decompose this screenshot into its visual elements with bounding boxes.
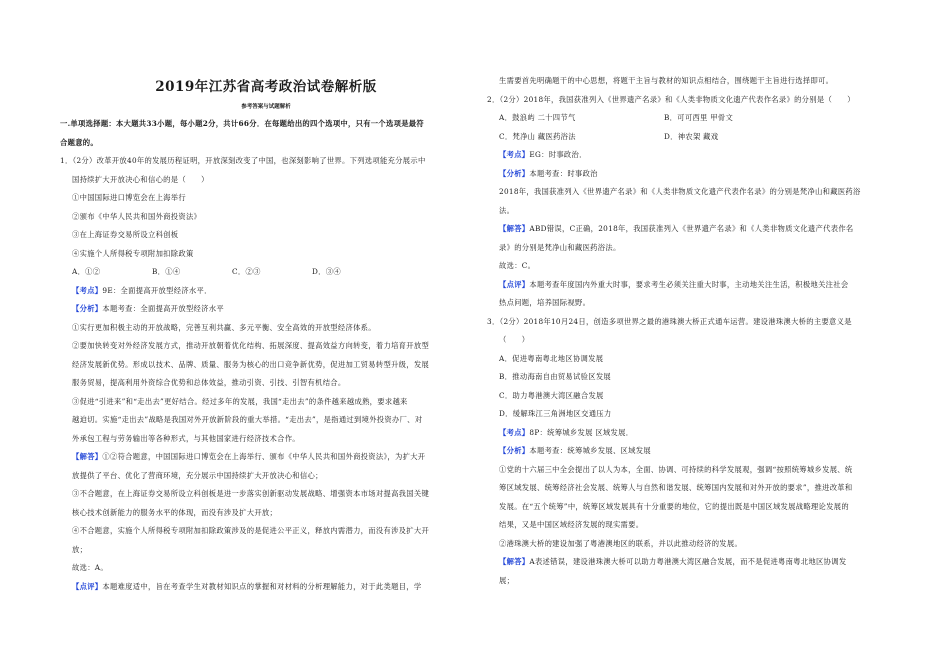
q1-item: ④实施个人所得税专项附加扣除政策 [72,248,194,258]
fenxi-text: 本题考查：时事政治 [529,168,598,178]
q3-option-c: C．助力粤港澳大湾区融合发展 [499,390,604,400]
fenxi-line: 2018年，我国获准列入《世界遗产名录》和《人类非物质文化遗产代表作名录》的分别是梵净山和藏医药浴 [499,187,861,196]
q1-dianping [60,578,472,597]
q2-option-c: C．梵净山 藏医药浴法 [499,131,576,141]
q2-stem: 2．（2分）2018年，我国获准列入《世界遗产名录》和《人类非物质文化遗产代表作名录》的分别是（ ） [487,94,855,104]
q2-jieda [487,220,902,239]
jieda-line: 故选：C。 [499,261,536,270]
jieda-line: ③不合题意，在上海证券交易所设立科创板是进一步落实创新驱动发展战略、增强资本市场对提高我国关键 [72,489,430,498]
q3-kaodian [487,424,902,443]
q3-stem-line: （ ） [499,335,530,344]
q2-option-d: D．神农架 藏戏 [664,131,719,141]
continued-line: 生需要首先明确题干的中心思想，将题干主旨与教材的知识点相结合，围绕题干主旨进行选择即可。 [499,76,834,85]
jieda-tag: 【解答】 [499,557,530,566]
kaodian-text: EG：时事政治． [529,150,587,159]
q2-dianping [487,276,902,295]
q1-item: ②颁布《中华人民共和国外商投资法》 [72,211,202,221]
section-heading-line: 一.单项选择题：本大题共33小题，每小题2分，共计66分．在每题给出的四个选项中，只有一个选项是最符 [60,119,424,128]
q1-option-c: C．②③ [232,267,261,276]
q1-fenxi [60,300,472,319]
page-title: 2019年江苏省高考政治试卷解析版 [155,79,377,95]
kaodian-tag: 【考点】 [499,150,530,159]
jieda-text: ①②符合题意，中国国际进口博览会在上海举行、颁布《中华人民共和国外商投资法》，为扩大开 [102,452,426,461]
dianping-text: 本题难度适中，旨在考查学生对教材知识点的掌握和对材料的分析理解能力，对于此类题目，学 [102,581,422,591]
right-column [487,72,902,590]
fenxi-line: 筹区域发展、统筹经济社会发展、统筹人与自然和谐发展、统筹国内发展和对外开放的要求”，推进改革和 [499,483,853,492]
q1-stem-line: 1．（2分）改革开放40年的发展历程证明，开放深刻改变了中国，也深刻影响了世界。下列选项能充分展示中 [60,156,426,165]
fenxi-text: 本题考查：全面提高开放型经济水平 [102,304,224,313]
analysis-line: 服务贸易，提高利用外资综合优势和总体效益，推动引资、引技、引智有机结合。 [72,378,346,387]
jieda-tag: 【解答】 [72,452,103,461]
kaodian-text: 9E：全面提高开放型经济水平． [102,285,212,295]
fenxi-tag: 【分析】 [499,168,530,178]
q1-item: ③在上海证券交易所设立科创板 [72,230,179,239]
q2-options-row [487,109,902,128]
jieda-line: 录》的分别是梵净山和藏医药浴法。 [499,242,621,252]
fenxi-text: 本题考查：统筹城乡发展、区域发展 [529,446,651,455]
jieda-text: ABD错误，C正确，2018年，我国获准列入《世界遗产名录》和《人类非物质文化遗产代表作名 [529,224,854,233]
fenxi-line: 发展。在“五个统筹”中，统筹区域发展具有十分重要的地位，它的提出既是中国区域发展战略理论发展的 [499,501,849,511]
analysis-line: ③促进“引进来”和“走出去”更好结合。经过多年的发展，我国“走出去”的条件越来越成熟，要求越来 [72,396,408,406]
analysis-line: ①实行更加积极主动的开放战略，完善互利共赢、多元平衡、安全高效的开放型经济体系。 [72,322,376,332]
jieda-line: 故选：A。 [72,563,108,572]
section-heading-line: 合题意的。 [60,137,98,147]
kaodian-tag: 【考点】 [499,427,530,437]
q3-option-b: B．推动海南自由贸易试验区发展 [499,372,612,381]
fenxi-line: ②港珠澳大桥的建设加强了粤港澳地区的联系，并以此推动经济的发展。 [499,538,743,548]
left-column [60,115,472,596]
jieda-line: 展； [499,575,515,585]
analysis-line: ②要加快转变对外经济发展方式，推动开放朝着优化结构、拓展深度、提高效益方向转变，着力培育开放型 [72,341,430,350]
q1-option-b: B．①④ [152,267,181,276]
q2-options-row [487,128,902,147]
q1-options [60,263,472,282]
kaodian-tag: 【考点】 [72,285,103,295]
jieda-text: A表述错误，建设港珠澳大桥可以助力粤港澳大湾区融合发展，而不是促进粤南粤北地区协调发 [529,557,847,566]
dianping-tag: 【点评】 [72,581,103,591]
q3-jieda [487,553,902,572]
q3-option-d: D．缓解珠江三角洲地区交通压力 [499,409,612,418]
fenxi-line: 结果，又是中国区域经济发展的现实需要。 [499,520,644,529]
jieda-line: 核心技术创新能力的服务水平的体现，而没有涉及扩大开放； [72,507,278,517]
jieda-line: 放； [72,544,88,554]
analysis-line: 经济发展新优势。形成以技术、品牌、质量、服务为核心的出口竞争新优势，促进加工贸易转型升级，发展 [72,359,430,369]
analysis-line: 外承包工程与劳务输出等各种形式，与其他国家进行经济技术合作。 [72,433,300,443]
q1-stem-line: 国持续扩大开放决心和信心的是（ ） [72,174,209,184]
fenxi-tag: 【分析】 [499,446,530,455]
q3-option-a: A．促进粤南粤北地区协调发展 [499,353,604,363]
q2-kaodian [487,146,902,165]
q2-option-b: B．可可西里 甲骨文 [664,113,734,122]
analysis-line: 越迫切。实施“走出去”战略是我国对外开放新阶段的重大举措。“走出去”，是指通过到境外投资办厂、对 [72,415,423,424]
jieda-line: ④不合题意，实施个人所得税专项附加扣除政策涉及的是促进公平正义，释放内需潜力，而没有涉及扩大开 [72,526,430,535]
fenxi-line: 法。 [499,205,515,215]
q3-fenxi [487,442,902,461]
q1-jieda [60,448,472,467]
q2-option-a: A．鼓浪屿 二十四节气 [499,113,576,122]
q1-item: ①中国国际进口博览会在上海举行 [72,193,186,202]
q3-stem-line: 3．（2分）2018年10月24日，创造多项世界之最的港珠澳大桥正式通车运营。建设港珠澳大桥的主要意义是 [487,316,852,326]
q2-fenxi [487,165,902,184]
dianping-text: 本题考查年度国内外重大时事，要求考生必须关注重大时事，主动地关注生活，积极地关注社会 [529,279,849,289]
dianping-line: 热点问题，培养国际视野。 [499,298,591,307]
jieda-tag: 【解答】 [499,224,530,233]
fenxi-line: ①党的十六届三中全会提出了以人为本，全面、协调、可持续的科学发展观，强调“按照统筹城乡发展、统 [499,464,853,474]
jieda-line: 放提供了平台、优化了营商环境，充分展示中国持续扩大开放决心和信心； [72,470,323,480]
q1-kaodian [60,282,472,301]
kaodian-text: 8P：统筹城乡发展 区域发展． [529,427,634,437]
q1-option-d: D．③④ [312,267,341,276]
page-subtitle: 参考答案与试题解析 [241,104,291,110]
dianping-tag: 【点评】 [499,279,530,289]
q1-option-a: A．①② [72,267,101,276]
fenxi-tag: 【分析】 [72,304,103,313]
